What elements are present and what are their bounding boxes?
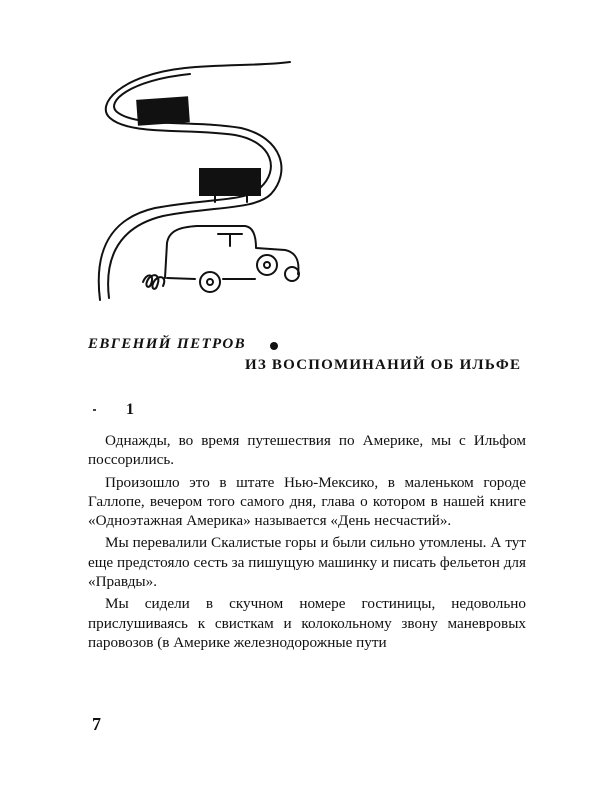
paragraph: Произошло это в штате Нью-Мексико, в маленьком городе Галлопе, вечером того самого дня, глава о котором в нашей книге «Одноэтажная Америка» называется «День несчастий». xyxy=(88,473,526,530)
paragraph: Однажды, во время путешествия по Америке, мы с Ильфом поссорились. xyxy=(88,432,526,469)
section-number: 1 xyxy=(126,401,134,418)
paragraph: Мы сидели в скучном номере гостиницы, недовольно прислушиваясь к свисткам и колокольному звону маневровых паровозов (в Америке железнодорожные пути xyxy=(88,595,526,651)
section-mark xyxy=(93,409,96,411)
bullet-icon xyxy=(270,342,278,350)
essay-title: ИЗ ВОСПОМИНАНИЙ ОБ ИЛЬФЕ xyxy=(245,357,522,373)
car-road-sketch-icon xyxy=(95,60,315,305)
body-text xyxy=(88,431,526,655)
author-name: ЕВГЕНИЙ ПЕТРОВ xyxy=(88,336,247,352)
paragraph: Мы перевалили Скалистые горы и были сильно утомлены. А тут еще предстояло сесть за пишущую машинку и писать фельетон для «Правды». xyxy=(88,534,526,591)
page-number: 7 xyxy=(92,714,101,734)
